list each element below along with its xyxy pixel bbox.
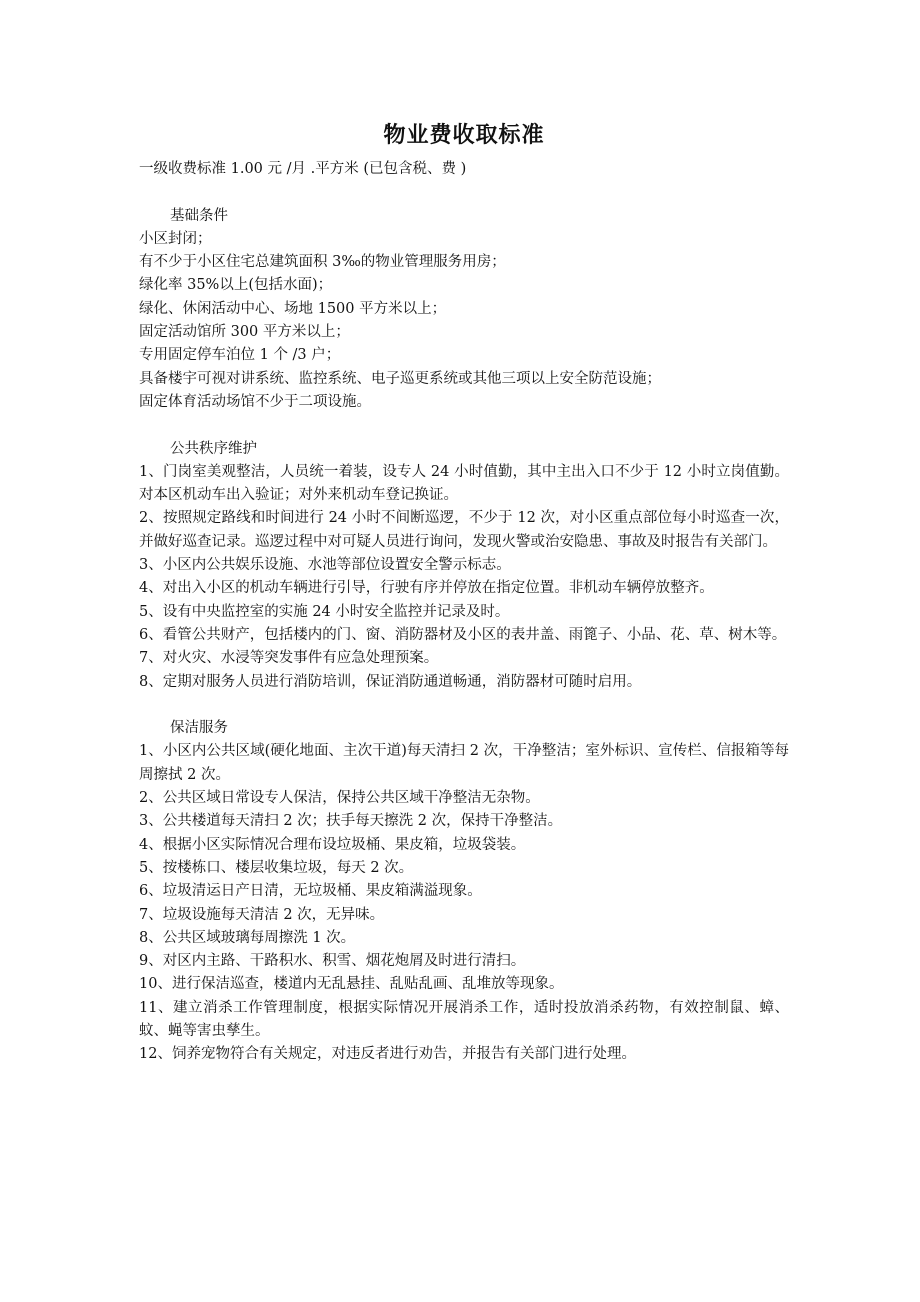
section-basic-conditions: [139, 205, 789, 415]
order-item: 8、定期对服务人员进行消防培训，保证消防通道畅通，消防器材可随时启用。: [139, 673, 642, 690]
basic-item: 绿化率 35%以上(包括水面)；: [139, 277, 333, 294]
order-item: 7、对火灾、水浸等突发事件有应急处理预案。: [139, 650, 439, 667]
basic-item: 小区封闭；: [139, 230, 212, 247]
cleaning-item: 2、公共区域日常设专人保洁，保持公共区域干净整洁无杂物。: [139, 790, 540, 807]
basic-item: 有不少于小区住宅总建筑面积 3‰的物业管理服务用房；: [139, 254, 506, 271]
document-page: [139, 118, 789, 1067]
basic-item: 具备楼宇可视对讲系统、监控系统、电子巡更系统或其他三项以上安全防范设施；: [139, 370, 661, 387]
fee-standard-line: 一级收费标准 1.00 元 /月 .平方米 (已包含税、费 ): [139, 161, 467, 177]
cleaning-item: 7、垃圾设施每天清洁 2 次，无异味。: [139, 906, 385, 923]
cleaning-item: 1、小区内公共区域(硬化地面、主次干道)每天清扫 2 次，干净整洁；室外标识、宣传栏、信报箱等每周擦拭 2 次。: [139, 743, 789, 783]
order-item: 5、设有中央监控室的实施 24 小时安全监控并记录及时。: [139, 603, 510, 620]
basic-item: 绿化、休闲活动中心、场地 1500 平方米以上；: [139, 300, 447, 317]
order-item: 3、小区内公共娱乐设施、水池等部位设置安全警示标志。: [139, 557, 511, 574]
order-item: 2、按照规定路线和时间进行 24 小时不间断巡逻，不少于 12 次，对小区重点部位每小时巡查一次，并做好巡查记录。巡逻过程中对可疑人员进行询问，发现火警或治安隐患、事故及时报告有关部门。: [139, 510, 789, 550]
basic-item: 固定体育活动场馆不少于二项设施。: [139, 393, 371, 410]
cleaning-item: 9、对区内主路、干路积水、积雪、烟花炮屑及时进行清扫。: [139, 953, 526, 970]
section-cleaning: [139, 717, 789, 1066]
section-public-order: [139, 438, 789, 694]
order-item: 4、对出入小区的机动车辆进行引导，行驶有序并停放在指定位置。非机动车辆停放整齐。: [139, 580, 714, 597]
basic-item: 固定活动馆所 300 平方米以上；: [139, 324, 350, 341]
cleaning-item: 12、饲养宠物符合有关规定，对违反者进行劝告，并报告有关部门进行处理。: [139, 1046, 636, 1063]
cleaning-item: 4、根据小区实际情况合理布设垃圾桶、果皮箱，垃圾袋装。: [139, 836, 526, 853]
cleaning-item: 8、公共区域玻璃每周擦洗 1 次。: [139, 929, 356, 946]
basic-item: 专用固定停车泊位 1 个 /3 户；: [139, 347, 341, 364]
cleaning-item: 11、建立消杀工作管理制度，根据实际情况开展消杀工作，适时投放消杀药物，有效控制鼠、蟑、蚊、蝇等害虫孳生。: [139, 999, 789, 1039]
cleaning-item: 3、公共楼道每天清扫 2 次；扶手每天擦洗 2 次，保持干净整洁。: [139, 813, 563, 830]
section-heading-cleaning: 保洁服务: [170, 720, 228, 737]
section-heading-basic: 基础条件: [170, 207, 228, 224]
cleaning-item: 5、按楼栋口、楼层收集垃圾，每天 2 次。: [139, 859, 414, 876]
document-title: 物业费收取标准: [383, 122, 545, 148]
order-item: 1、门岗室美观整洁，人员统一着装，设专人 24 小时值勤，其中主出入口不少于 12 小时立岗值勤。对本区机动车出入验证；对外来机动车登记换证。: [139, 463, 789, 504]
section-heading-order: 公共秩序维护: [170, 440, 257, 457]
cleaning-item: 6、垃圾清运日产日清，无垃圾桶、果皮箱满溢现象。: [139, 883, 482, 900]
order-item: 6、看管公共财产，包括楼内的门、窗、消防器材及小区的表井盖、雨篦子、小品、花、草、树木等。: [139, 626, 787, 643]
cleaning-item: 10、进行保洁巡查，楼道内无乱悬挂、乱贴乱画、乱堆放等现象。: [139, 976, 564, 993]
